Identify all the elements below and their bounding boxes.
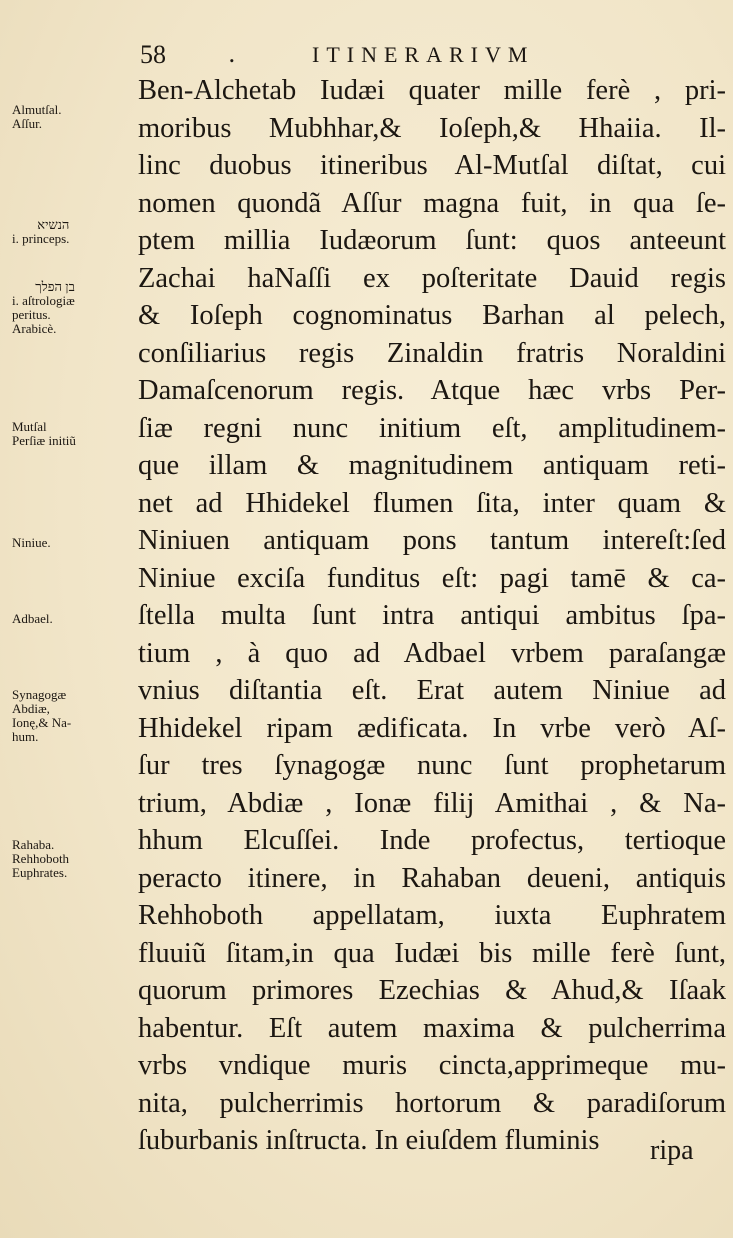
margin-note-princeps bbox=[12, 218, 69, 246]
text-line: habentur. Eſt autem maxima & pulcherrima bbox=[138, 1012, 726, 1044]
text-line: Ben-Alchetab Iudæi quater mille ferè , pri- bbox=[138, 75, 726, 106]
text-line: Zachai haNaſſi ex poſteritate Dauid regis bbox=[138, 262, 726, 294]
text-line: quorum primores Ezechias & Ahud,& Iſaak bbox=[138, 975, 726, 1006]
margin-note-niniue bbox=[12, 536, 51, 550]
text-line: Niniuen antiquam pons tantum intereſt:ſed bbox=[138, 525, 726, 556]
text-line: ſiæ regni nunc initium eſt, amplitudinem- bbox=[138, 412, 726, 444]
text-line: Damaſcenorum regis. Atque hæc vrbs Per- bbox=[138, 375, 726, 406]
margin-note-line: Rehhoboth bbox=[12, 851, 70, 866]
margin-note-line: Arabicè. bbox=[12, 321, 57, 336]
margin-note-line: Abdiæ, bbox=[12, 701, 50, 716]
margin-note-astrologiae bbox=[12, 280, 75, 336]
text-line: nomen quondã Aſſur magna fuit, in qua ſe- bbox=[138, 187, 726, 219]
margin-note-line: Adbael. bbox=[12, 611, 53, 626]
margin-note-line: hum. bbox=[12, 729, 39, 744]
text-line: vnius diſtantia eſt. Erat autem Niniue ad bbox=[138, 675, 726, 706]
margin-note-line: Niniue. bbox=[12, 535, 51, 550]
margin-note-rahaba bbox=[12, 838, 69, 880]
text-line: nita, pulcherrimis hortorum & paradiſorum bbox=[138, 1087, 726, 1119]
margin-note-mutsal bbox=[12, 420, 76, 448]
margin-note-line: Synagogæ bbox=[12, 687, 67, 702]
margin-note-hebrew: הנשיא bbox=[37, 217, 70, 232]
text-line: linc duobus itineribus Al-Mutſal diſtat, cui bbox=[138, 150, 726, 181]
margin-note-line: Euphrates. bbox=[12, 865, 68, 880]
margin-note-line: Almutſal. bbox=[12, 102, 62, 117]
text-line: moribus Mubhhar,& Ioſeph,& Hhaiia. Il- bbox=[138, 112, 726, 144]
margin-note-line: i. princeps. bbox=[12, 231, 70, 246]
margin-note-line: Perſiæ initiũ bbox=[12, 433, 76, 448]
margin-note-line: Rahaba. bbox=[12, 837, 55, 852]
margin-note-line: Mutſal bbox=[12, 419, 47, 434]
text-line: trium, Abdiæ , Ionæ filij Amithai , & Na- bbox=[138, 787, 726, 819]
text-line: net ad Hhidekel flumen ſita, inter quam & bbox=[138, 487, 726, 519]
text-line: Rehhoboth appellatam, iuxta Euphratem bbox=[138, 900, 726, 931]
text-line: ptem millia Iudæorum ſunt: quos anteeunt bbox=[138, 225, 726, 256]
text-line: peracto itinere, in Rahaban deueni, antiquis bbox=[138, 862, 726, 894]
text-line: conſiliarius regis Zinaldin fratris Noraldini bbox=[138, 337, 726, 369]
catchword: ripa bbox=[650, 1135, 694, 1166]
margin-note-line: i. aſtrologiæ bbox=[12, 293, 75, 308]
text-line: ſuburbanis inſtructa. In eiuſdem fluminis bbox=[138, 1125, 600, 1156]
body-text bbox=[138, 72, 726, 1160]
text-line: fluuiũ ſitam,in qua Iudæi bis mille ferè ſunt, bbox=[138, 937, 726, 969]
margin-note-adbael bbox=[12, 612, 53, 626]
text-line: ſtella multa ſunt intra antiqui ambitus ſpa- bbox=[138, 600, 726, 631]
text-line: hhum Elcuſſei. Inde profectus, tertioque bbox=[138, 825, 726, 856]
page-header bbox=[140, 40, 700, 70]
header-separator: . bbox=[228, 40, 236, 68]
margin-note-line: peritus. bbox=[12, 307, 51, 322]
page-number: 58 bbox=[140, 40, 166, 69]
text-line: Niniue exciſa funditus eſt: pagi tamē & ca- bbox=[138, 562, 726, 594]
running-title: ITINERARIVM bbox=[312, 42, 535, 67]
text-line: Hhidekel ripam ædificata. In vrbe verò Aſ- bbox=[138, 712, 726, 744]
text-line: vrbs vndique muris cincta,apprimeque mu- bbox=[138, 1050, 726, 1081]
margin-note-hebrew: בן הפלך bbox=[35, 279, 75, 294]
text-line: que illam & magnitudinem antiquam reti- bbox=[138, 450, 726, 481]
margin-note-almutsal bbox=[12, 103, 61, 131]
text-line: tium , à quo ad Adbael vrbem paraſangæ bbox=[138, 637, 726, 669]
margin-note-line: Aſſur. bbox=[12, 116, 42, 131]
margin-note-line: Ionę,& Na- bbox=[12, 715, 72, 730]
text-line: ſur tres ſynagogæ nunc ſunt prophetarum bbox=[138, 750, 726, 781]
text-line: & Ioſeph cognominatus Barhan al pelech, bbox=[138, 300, 726, 331]
margin-note-synagogae bbox=[12, 688, 71, 744]
